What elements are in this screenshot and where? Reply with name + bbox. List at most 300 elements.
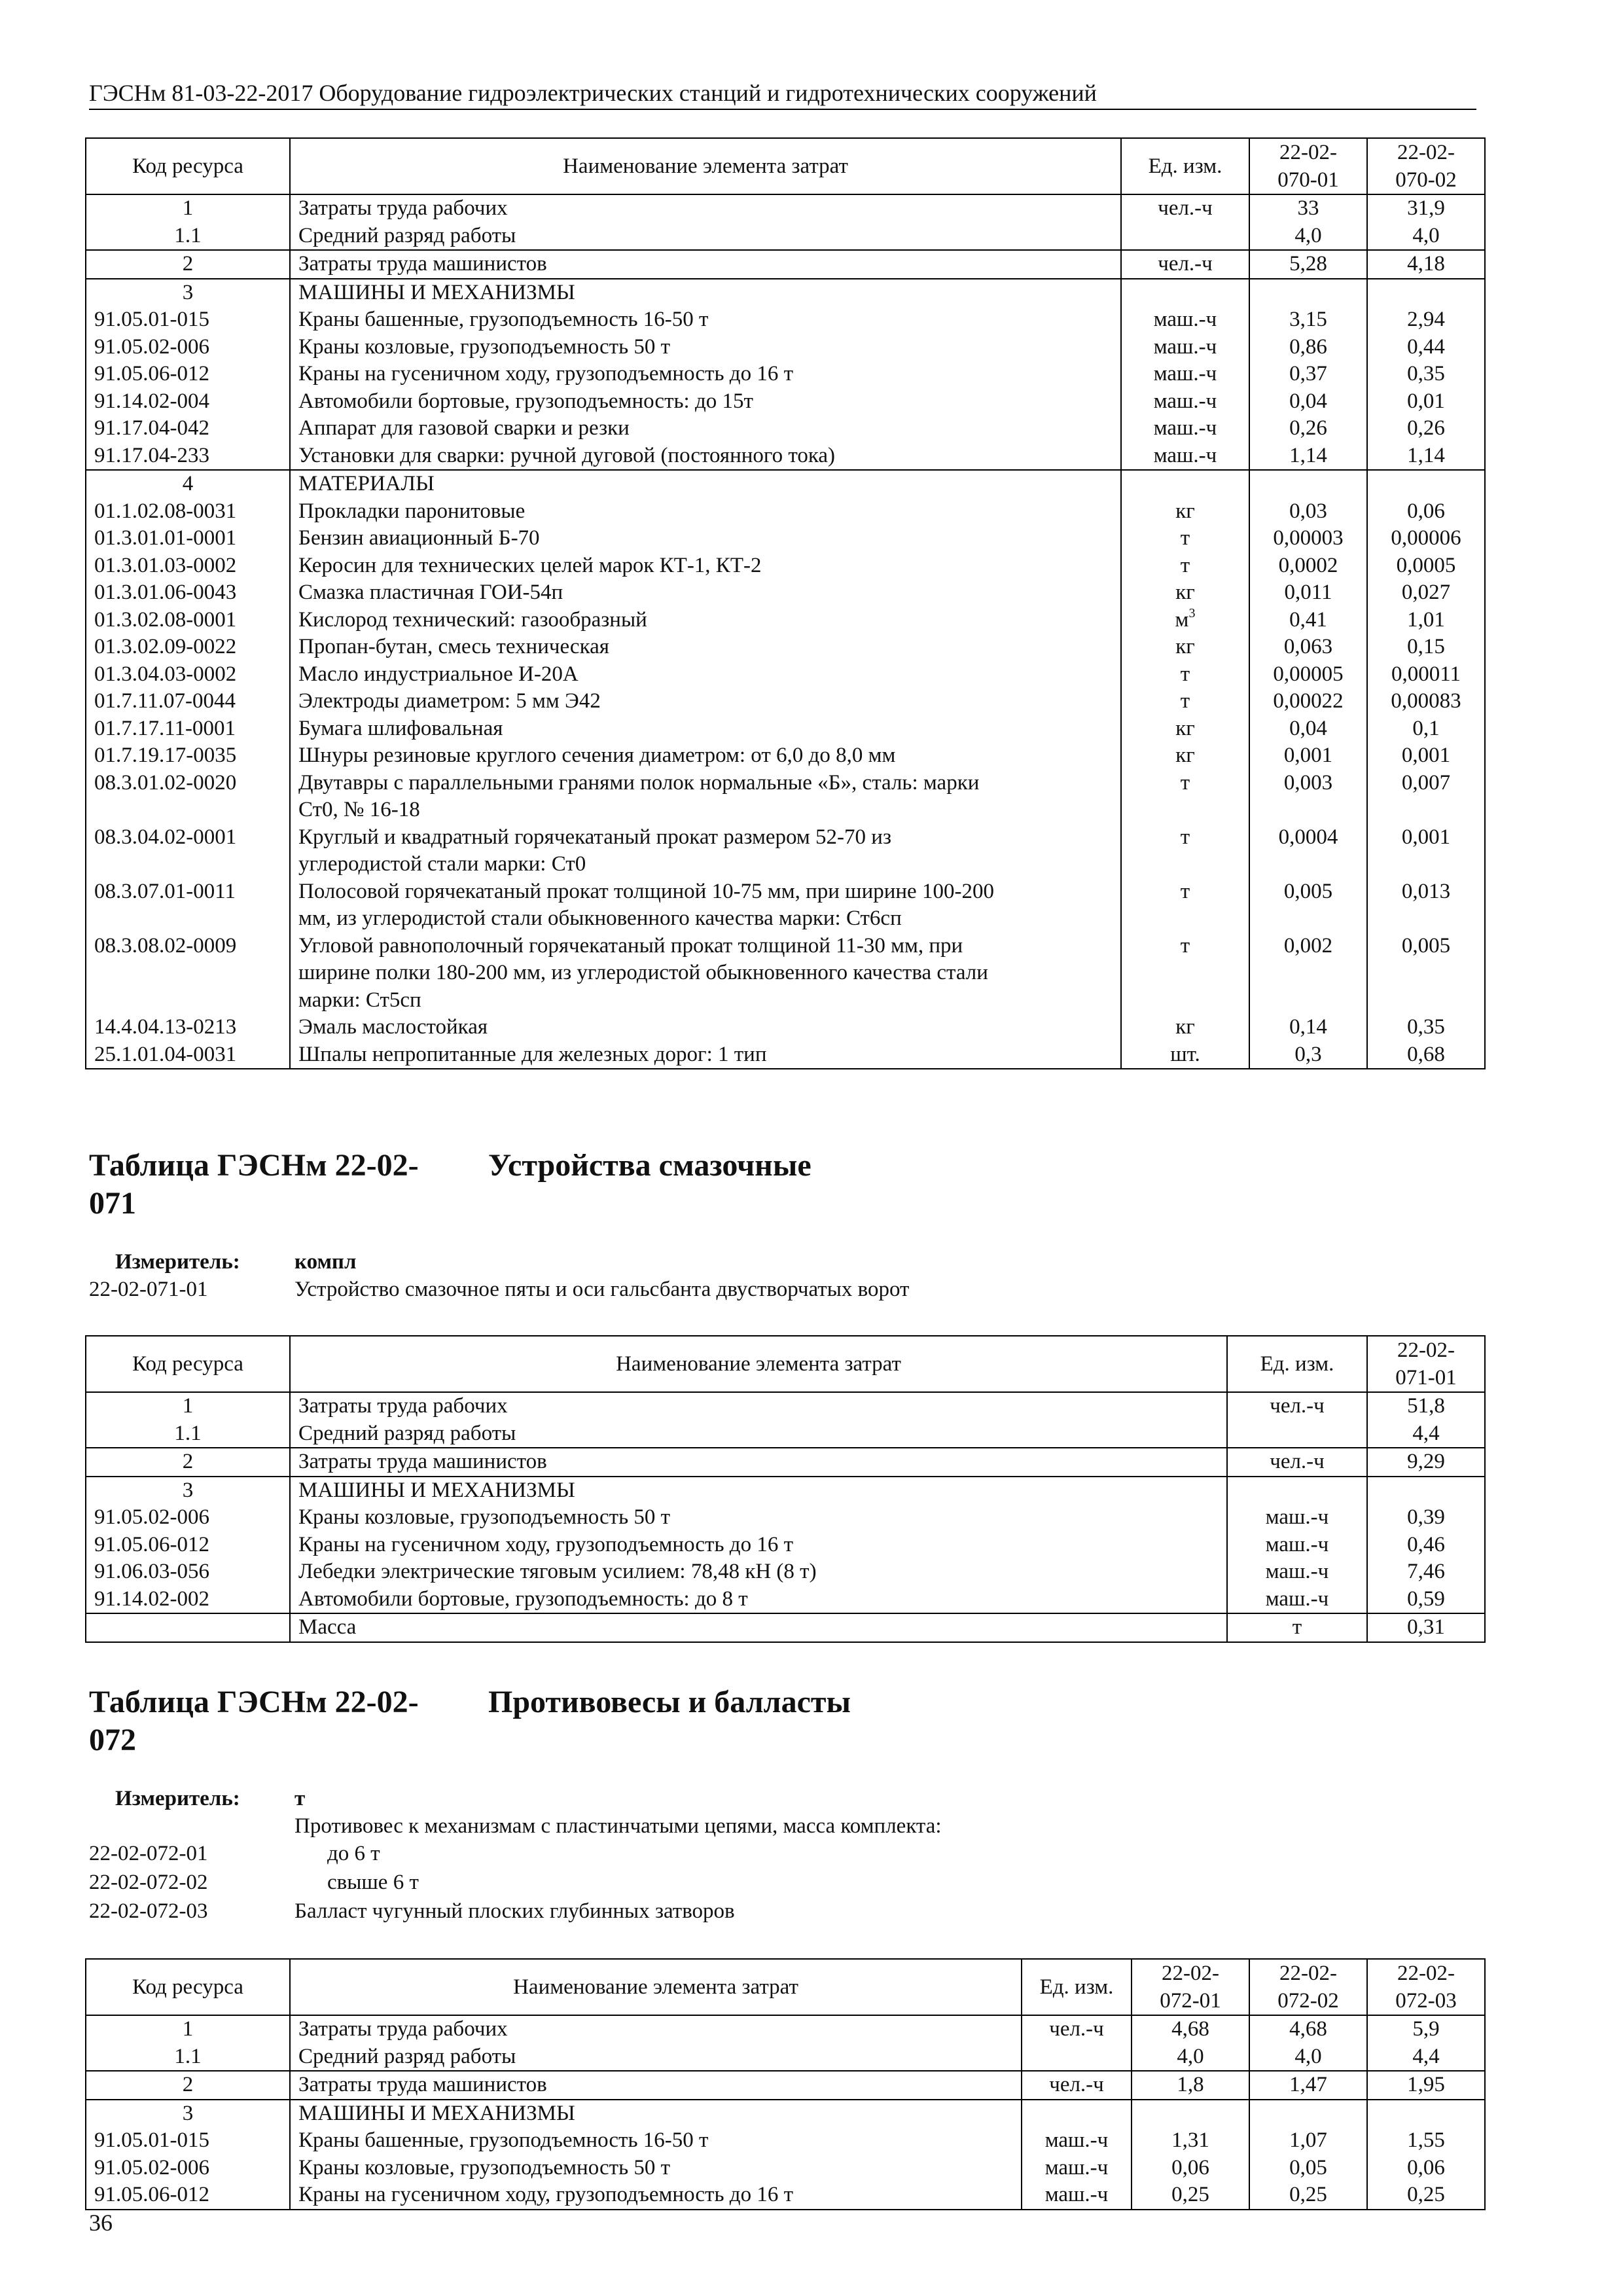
norm-value: 0,013 xyxy=(1367,878,1485,933)
resource-code: 01.3.01.06-0043 xyxy=(86,579,290,607)
resource-code: 91.05.06-012 xyxy=(86,2181,290,2210)
norm-value: 0,15 xyxy=(1367,634,1485,661)
running-header: ГЭСНм 81-03-22-2017 Оборудование гидроэлектрических станций и гидротехнических сооружений xyxy=(89,79,1476,110)
table-row xyxy=(86,552,1485,580)
table-row xyxy=(86,361,1485,388)
norm-value: 0,00006 xyxy=(1367,525,1485,552)
resource-unit: маш.-ч xyxy=(1227,1532,1367,1559)
resource-unit: т xyxy=(1227,1613,1367,1642)
table-row xyxy=(86,1041,1485,1069)
resource-unit: т xyxy=(1121,688,1249,715)
resource-name: Средний разряд работы xyxy=(290,2043,1022,2072)
norm-value xyxy=(1367,470,1485,498)
resource-code: 01.3.01.01-0001 xyxy=(86,525,290,552)
resource-table-22-02-072 xyxy=(85,1958,1486,2210)
norm-value: 0,005 xyxy=(1249,878,1367,933)
resource-unit: т xyxy=(1121,661,1249,689)
table-row xyxy=(86,388,1485,416)
measure-block-072 xyxy=(89,1785,1267,1927)
norm-value: 4,0 xyxy=(1367,223,1485,251)
norm-value: 1,95 xyxy=(1367,2071,1485,2100)
resource-name: Лебедки электрические тяговым усилием: 78,48 кН (8 т) xyxy=(290,1558,1227,1586)
resource-code: 1.1 xyxy=(86,2043,290,2072)
position-code: 22-02-072-03 xyxy=(89,1899,208,1923)
norm-value xyxy=(1132,2100,1249,2128)
resource-code: 91.14.02-004 xyxy=(86,388,290,416)
norm-value: 0,86 xyxy=(1249,334,1367,361)
norm-value: 5,9 xyxy=(1367,2015,1485,2043)
norm-value: 0,00083 xyxy=(1367,688,1485,715)
resource-unit: кг xyxy=(1121,1014,1249,1041)
norm-value: 9,29 xyxy=(1367,1448,1485,1477)
table-title-name: Противовесы и балласты xyxy=(488,1685,851,1719)
table-row xyxy=(86,250,1485,279)
norm-value: 4,0 xyxy=(1249,223,1367,251)
norm-value: 4,0 xyxy=(1249,2043,1367,2072)
measure-unit: т xyxy=(294,1787,306,1810)
resource-code: 01.3.04.03-0002 xyxy=(86,661,290,689)
resource-code: 01.7.17.11-0001 xyxy=(86,715,290,743)
resource-name: Краны козловые, грузоподъемность 50 т xyxy=(290,2155,1022,2182)
norm-value: 4,4 xyxy=(1367,2043,1485,2072)
norm-value: 0,001 xyxy=(1249,742,1367,770)
resource-code: 14.4.04.13-0213 xyxy=(86,1014,290,1041)
norm-value: 7,46 xyxy=(1367,1558,1485,1586)
position-description: до 6 т xyxy=(327,1842,380,1865)
resource-name: Угловой равнополочный горячекатаный прокат толщиной 11-30 мм, при ширине полки 180-200 мм, из углеродистой обыкновенного качества стали марки: Ст5сп xyxy=(290,933,1121,1014)
resource-code: 1 xyxy=(86,2015,290,2043)
resource-unit xyxy=(1227,1420,1367,1448)
norm-value: 0,06 xyxy=(1132,2155,1249,2182)
norm-value: 0,04 xyxy=(1249,715,1367,743)
norm-value: 0,44 xyxy=(1367,334,1485,361)
resource-unit xyxy=(1227,1477,1367,1505)
col-header-norm: 22-02- 071-01 xyxy=(1367,1336,1485,1392)
norm-value: 51,8 xyxy=(1367,1392,1485,1420)
norm-value: 0,39 xyxy=(1367,1504,1485,1532)
resource-name: Электроды диаметром: 5 мм Э42 xyxy=(290,688,1121,715)
resource-name: Краны на гусеничном ходу, грузоподъемность до 16 т xyxy=(290,2181,1022,2210)
resource-name: Средний разряд работы xyxy=(290,223,1121,251)
table-row xyxy=(86,579,1485,607)
norm-value: 1,07 xyxy=(1249,2127,1367,2155)
norm-value: 1,8 xyxy=(1132,2071,1249,2100)
resource-unit: маш.-ч xyxy=(1227,1586,1367,1614)
resource-code: 1 xyxy=(86,194,290,223)
table-row xyxy=(86,2100,1485,2128)
resource-code: 01.3.01.03-0002 xyxy=(86,552,290,580)
norm-value: 1,47 xyxy=(1249,2071,1367,2100)
table-row xyxy=(86,634,1485,661)
table-row xyxy=(86,1392,1485,1420)
col-header-unit: Ед. изм. xyxy=(1227,1336,1367,1392)
resource-name: Затраты труда рабочих xyxy=(290,1392,1227,1420)
resource-code: 3 xyxy=(86,279,290,307)
norm-value: 0,005 xyxy=(1367,933,1485,1014)
norm-value: 0,37 xyxy=(1249,361,1367,388)
resource-code: 91.05.02-006 xyxy=(86,334,290,361)
resource-name: Кислород технический: газообразный xyxy=(290,607,1121,634)
col-header-code: Код ресурса xyxy=(86,1336,290,1392)
resource-code: 2 xyxy=(86,1448,290,1477)
positions-list xyxy=(89,1276,1267,1305)
position-description: свыше 6 т xyxy=(327,1871,419,1894)
resource-name: Краны на гусеничном ходу, грузоподъемность до 16 т xyxy=(290,361,1121,388)
norm-value: 0,002 xyxy=(1249,933,1367,1014)
table-row xyxy=(86,2155,1485,2182)
resource-unit: маш.-ч xyxy=(1121,442,1249,471)
table-body xyxy=(86,2015,1485,2210)
resource-unit: кг xyxy=(1121,579,1249,607)
resource-unit: $м^3$ xyxy=(1121,607,1249,634)
resource-unit xyxy=(1022,2043,1132,2072)
table-title-name: Устройства смазочные xyxy=(488,1148,812,1183)
page-number: 36 xyxy=(89,2210,113,2236)
measure-block-071 xyxy=(89,1249,1267,1305)
norm-value: 0,0002 xyxy=(1249,552,1367,580)
position-code: 22-02-072-01 xyxy=(89,1842,208,1865)
norm-value: 5,28 xyxy=(1249,250,1367,279)
table-row xyxy=(86,607,1485,634)
resource-unit: маш.-ч xyxy=(1121,388,1249,416)
position-code: 22-02-072-02 xyxy=(89,1871,208,1894)
resource-unit: т xyxy=(1121,770,1249,824)
resource-unit: чел.-ч xyxy=(1227,1392,1367,1420)
table-row xyxy=(86,2181,1485,2210)
norm-value: 0,027 xyxy=(1367,579,1485,607)
resource-code: 01.3.02.08-0001 xyxy=(86,607,290,634)
norm-value: 1,01 xyxy=(1367,607,1485,634)
table-body xyxy=(86,194,1485,1069)
resource-name: Затраты труда машинистов xyxy=(290,1448,1227,1477)
table-row xyxy=(86,1420,1485,1448)
norm-value: 4,68 xyxy=(1132,2015,1249,2043)
resource-unit: кг xyxy=(1121,715,1249,743)
table-row xyxy=(86,661,1485,689)
table-row xyxy=(86,1014,1485,1041)
col-header-code: Код ресурса xyxy=(86,1959,290,2015)
table-row xyxy=(86,1558,1485,1586)
norm-value: 0,25 xyxy=(1367,2181,1485,2210)
norm-value: 0,1 xyxy=(1367,715,1485,743)
norm-value: 0,31 xyxy=(1367,1613,1485,1642)
norm-value: 31,9 xyxy=(1367,194,1485,223)
resource-unit: т xyxy=(1121,525,1249,552)
resource-name: Полосовой горячекатаный прокат толщиной 10-75 мм, при ширине 100-200 мм, из углеродистой стали обыкновенного качества марки: Ст6сп xyxy=(290,878,1121,933)
norm-value: 0,00003 xyxy=(1249,525,1367,552)
norm-value: 1,14 xyxy=(1367,442,1485,471)
norm-value: 0,063 xyxy=(1249,634,1367,661)
resource-code: 91.05.06-012 xyxy=(86,361,290,388)
resource-table-22-02-071 xyxy=(85,1335,1486,1643)
table-row xyxy=(86,1613,1485,1642)
resource-name: Аппарат для газовой сварки и резки xyxy=(290,415,1121,442)
norm-value: 1,55 xyxy=(1367,2127,1485,2155)
table-title-number: Таблица ГЭСНм 22-02- 071 xyxy=(89,1148,419,1221)
resource-code: 3 xyxy=(86,1477,290,1505)
col-header-unit: Ед. изм. xyxy=(1022,1959,1132,2015)
norm-value xyxy=(1367,2100,1485,2128)
resource-name: Прокладки паронитовые xyxy=(290,498,1121,526)
norm-value: 0,06 xyxy=(1367,2155,1485,2182)
resource-unit: маш.-ч xyxy=(1227,1558,1367,1586)
resource-name: Затраты труда машинистов xyxy=(290,2071,1022,2100)
position-code: 22-02-071-01 xyxy=(89,1278,208,1301)
norm-value: 2,94 xyxy=(1367,306,1485,334)
resource-code: 2 xyxy=(86,2071,290,2100)
resource-name: Средний разряд работы xyxy=(290,1420,1227,1448)
col-header-name: Наименование элемента затрат xyxy=(290,1336,1227,1392)
resource-unit: маш.-ч xyxy=(1022,2181,1132,2210)
table-title-number: Таблица ГЭСНм 22-02- 072 xyxy=(89,1685,419,1757)
norm-value: 0,59 xyxy=(1367,1586,1485,1614)
norm-value: 0,001 xyxy=(1367,742,1485,770)
norm-value xyxy=(1367,279,1485,307)
norm-value: 0,35 xyxy=(1367,361,1485,388)
resource-name: Краны козловые, грузоподъемность 50 т xyxy=(290,1504,1227,1532)
resource-code: 1.1 xyxy=(86,223,290,251)
resource-code: 1.1 xyxy=(86,1420,290,1448)
resource-unit: кг xyxy=(1121,498,1249,526)
resource-name: Бумага шлифовальная xyxy=(290,715,1121,743)
resource-code: 91.05.01-015 xyxy=(86,2127,290,2155)
position-description: Устройство смазочное пяты и оси гальсбанта двустворчатых ворот xyxy=(294,1278,910,1301)
resource-code: 4 xyxy=(86,470,290,498)
table-row xyxy=(86,1477,1485,1505)
resource-unit: чел.-ч xyxy=(1022,2071,1132,2100)
resource-name: Краны башенные, грузоподъемность 16-50 т xyxy=(290,306,1121,334)
col-header-norm: 22-02- 070-02 xyxy=(1367,138,1485,194)
table-row xyxy=(86,715,1485,743)
resource-unit: т xyxy=(1121,933,1249,1014)
norm-value: 0,03 xyxy=(1249,498,1367,526)
norm-value xyxy=(1249,470,1367,498)
table-row xyxy=(86,194,1485,223)
table-header-row xyxy=(86,138,1485,194)
positions-list xyxy=(89,1840,1267,1927)
norm-value: 0,68 xyxy=(1367,1041,1485,1069)
table-row xyxy=(86,2043,1485,2072)
resource-code: 08.3.07.01-0011 xyxy=(86,878,290,933)
norm-value: 0,0005 xyxy=(1367,552,1485,580)
resource-unit: кг xyxy=(1121,634,1249,661)
measure-label: Измеритель: xyxy=(115,1250,240,1274)
table-row xyxy=(86,279,1485,307)
table-row xyxy=(86,334,1485,361)
table-body xyxy=(86,1392,1485,1642)
col-header-unit: Ед. изм. xyxy=(1121,138,1249,194)
norm-value: 0,00005 xyxy=(1249,661,1367,689)
norm-value: 0,0004 xyxy=(1249,824,1367,878)
col-header-norm: 22-02- 072-02 xyxy=(1249,1959,1367,2015)
norm-value xyxy=(1249,2100,1367,2128)
resource-name: Двутавры с параллельными гранями полок нормальные «Б», сталь: марки Ст0, № 16-18 xyxy=(290,770,1121,824)
resource-unit xyxy=(1121,470,1249,498)
resource-code: 91.05.06-012 xyxy=(86,1532,290,1559)
resource-name: Затраты труда рабочих xyxy=(290,194,1121,223)
resource-name: Установки для сварки: ручной дуговой (постоянного тока) xyxy=(290,442,1121,471)
resource-code: 01.7.19.17-0035 xyxy=(86,742,290,770)
resource-unit: т xyxy=(1121,552,1249,580)
resource-code: 25.1.01.04-0031 xyxy=(86,1041,290,1069)
col-header-norm: 22-02- 072-01 xyxy=(1132,1959,1249,2015)
resource-name: Бензин авиационный Б-70 xyxy=(290,525,1121,552)
resource-code: 01.1.02.08-0031 xyxy=(86,498,290,526)
resource-code: 91.17.04-042 xyxy=(86,415,290,442)
resource-name: Эмаль маслостойкая xyxy=(290,1014,1121,1041)
resource-name: Автомобили бортовые, грузоподъемность: до 15т xyxy=(290,388,1121,416)
resource-unit: шт. xyxy=(1121,1041,1249,1069)
norm-value: 1,31 xyxy=(1132,2127,1249,2155)
resource-name: Краны башенные, грузоподъемность 16-50 т xyxy=(290,2127,1022,2155)
resource-unit: маш.-ч xyxy=(1022,2127,1132,2155)
table-row xyxy=(86,498,1485,526)
norm-value: 0,14 xyxy=(1249,1014,1367,1041)
table-row xyxy=(86,306,1485,334)
resource-name: Круглый и квадратный горячекатаный прокат размером 52-70 из углеродистой стали марки: Ст0 xyxy=(290,824,1121,878)
resource-name: Затраты труда рабочих xyxy=(290,2015,1022,2043)
norm-value: 0,46 xyxy=(1367,1532,1485,1559)
resource-code: 91.17.04-233 xyxy=(86,442,290,471)
resource-code: 01.7.11.07-0044 xyxy=(86,688,290,715)
resource-name: МАШИНЫ И МЕХАНИЗМЫ xyxy=(290,1477,1227,1505)
position-description: Балласт чугунный плоских глубинных затворов xyxy=(294,1899,735,1923)
table-row xyxy=(86,1532,1485,1559)
resource-name: Краны козловые, грузоподъемность 50 т xyxy=(290,334,1121,361)
resource-name: МАШИНЫ И МЕХАНИЗМЫ xyxy=(290,2100,1022,2128)
resource-unit: маш.-ч xyxy=(1227,1504,1367,1532)
col-header-name: Наименование элемента затрат xyxy=(290,1959,1022,2015)
norm-value: 0,35 xyxy=(1367,1014,1485,1041)
norm-value: 0,26 xyxy=(1367,415,1485,442)
resource-unit: кг xyxy=(1121,742,1249,770)
resource-name: Краны на гусеничном ходу, грузоподъемность до 16 т xyxy=(290,1532,1227,1559)
table-header-row xyxy=(86,1336,1485,1392)
resource-code: 91.14.02-002 xyxy=(86,1586,290,1614)
table-row xyxy=(86,223,1485,251)
resource-code: 1 xyxy=(86,1392,290,1420)
positions-intro: Противовес к механизмам с пластинчатыми цепями, масса комплекта: xyxy=(294,1814,942,1838)
resource-unit: чел.-ч xyxy=(1121,194,1249,223)
table-row xyxy=(86,742,1485,770)
norm-value: 4,4 xyxy=(1367,1420,1485,1448)
norm-value: 0,00022 xyxy=(1249,688,1367,715)
measure-label: Измеритель: xyxy=(115,1787,240,1810)
table-row xyxy=(86,1504,1485,1532)
resource-table-22-02-070 xyxy=(85,137,1486,1069)
resource-name: Масса xyxy=(290,1613,1227,1642)
measure-unit: компл xyxy=(294,1250,357,1274)
table-row xyxy=(86,933,1485,1014)
resource-name: МАШИНЫ И МЕХАНИЗМЫ xyxy=(290,279,1121,307)
resource-code: 01.3.02.09-0022 xyxy=(86,634,290,661)
table-row xyxy=(86,770,1485,824)
norm-value: 0,05 xyxy=(1249,2155,1367,2182)
norm-value: 0,25 xyxy=(1132,2181,1249,2210)
resource-code: 08.3.08.02-0009 xyxy=(86,933,290,1014)
norm-value: 1,14 xyxy=(1249,442,1367,471)
table-row xyxy=(86,442,1485,471)
resource-unit: маш.-ч xyxy=(1022,2155,1132,2182)
resource-name: Шпалы непропитанные для железных дорог: 1 тип xyxy=(290,1041,1121,1069)
col-header-name: Наименование элемента затрат xyxy=(290,138,1121,194)
col-header-norm: 22-02- 072-03 xyxy=(1367,1959,1485,2015)
norm-value xyxy=(1249,279,1367,307)
norm-value: 0,3 xyxy=(1249,1041,1367,1069)
resource-unit: чел.-ч xyxy=(1022,2015,1132,2043)
resource-name: Смазка пластичная ГОИ-54п xyxy=(290,579,1121,607)
resource-name: Керосин для технических целей марок КТ-1, КТ-2 xyxy=(290,552,1121,580)
norm-value: 0,011 xyxy=(1249,579,1367,607)
norm-value: 33 xyxy=(1249,194,1367,223)
resource-code: 91.05.02-006 xyxy=(86,2155,290,2182)
norm-value: 0,41 xyxy=(1249,607,1367,634)
resource-unit: т xyxy=(1121,878,1249,933)
resource-code: 91.05.01-015 xyxy=(86,306,290,334)
resource-code: 91.06.03-056 xyxy=(86,1558,290,1586)
col-header-norm: 22-02- 070-01 xyxy=(1249,138,1367,194)
unit-superscript: 3 xyxy=(1188,605,1196,620)
table-row xyxy=(86,1448,1485,1477)
norm-value: 4,18 xyxy=(1367,250,1485,279)
table-row xyxy=(86,415,1485,442)
norm-value: 0,003 xyxy=(1249,770,1367,824)
resource-name: Пропан-бутан, смесь техническая xyxy=(290,634,1121,661)
norm-value: 0,25 xyxy=(1249,2181,1367,2210)
resource-code: 08.3.04.02-0001 xyxy=(86,824,290,878)
table-row xyxy=(86,824,1485,878)
norm-value: 0,00011 xyxy=(1367,661,1485,689)
resource-code: 3 xyxy=(86,2100,290,2128)
resource-code: 2 xyxy=(86,250,290,279)
resource-code xyxy=(86,1613,290,1642)
col-header-code: Код ресурса xyxy=(86,138,290,194)
resource-code: 08.3.01.02-0020 xyxy=(86,770,290,824)
resource-unit: маш.-ч xyxy=(1121,334,1249,361)
norm-value: 0,06 xyxy=(1367,498,1485,526)
table-row xyxy=(86,2015,1485,2043)
table-row xyxy=(86,2127,1485,2155)
norm-value xyxy=(1367,1477,1485,1505)
resource-name: Масло индустриальное И-20А xyxy=(290,661,1121,689)
resource-unit xyxy=(1121,223,1249,251)
table-row xyxy=(86,688,1485,715)
table-row xyxy=(86,1586,1485,1614)
resource-unit: маш.-ч xyxy=(1121,306,1249,334)
resource-name: Автомобили бортовые, грузоподъемность: до 8 т xyxy=(290,1586,1227,1614)
norm-value: 0,001 xyxy=(1367,824,1485,878)
resource-unit: чел.-ч xyxy=(1227,1448,1367,1477)
resource-code: 91.05.02-006 xyxy=(86,1504,290,1532)
resource-name: МАТЕРИАЛЫ xyxy=(290,470,1121,498)
resource-unit xyxy=(1022,2100,1132,2128)
resource-unit: чел.-ч xyxy=(1121,250,1249,279)
table-row xyxy=(86,2071,1485,2100)
norm-value: 4,0 xyxy=(1132,2043,1249,2072)
table-row xyxy=(86,470,1485,498)
norm-value: 0,26 xyxy=(1249,415,1367,442)
table-row xyxy=(86,878,1485,933)
norm-value: 0,04 xyxy=(1249,388,1367,416)
resource-name: Затраты труда машинистов xyxy=(290,250,1121,279)
norm-value: 4,68 xyxy=(1249,2015,1367,2043)
resource-unit: маш.-ч xyxy=(1121,415,1249,442)
table-header-row xyxy=(86,1959,1485,2015)
resource-name: Шнуры резиновые круглого сечения диаметром: от 6,0 до 8,0 мм xyxy=(290,742,1121,770)
table-row xyxy=(86,525,1485,552)
resource-unit xyxy=(1121,279,1249,307)
resource-unit: маш.-ч xyxy=(1121,361,1249,388)
